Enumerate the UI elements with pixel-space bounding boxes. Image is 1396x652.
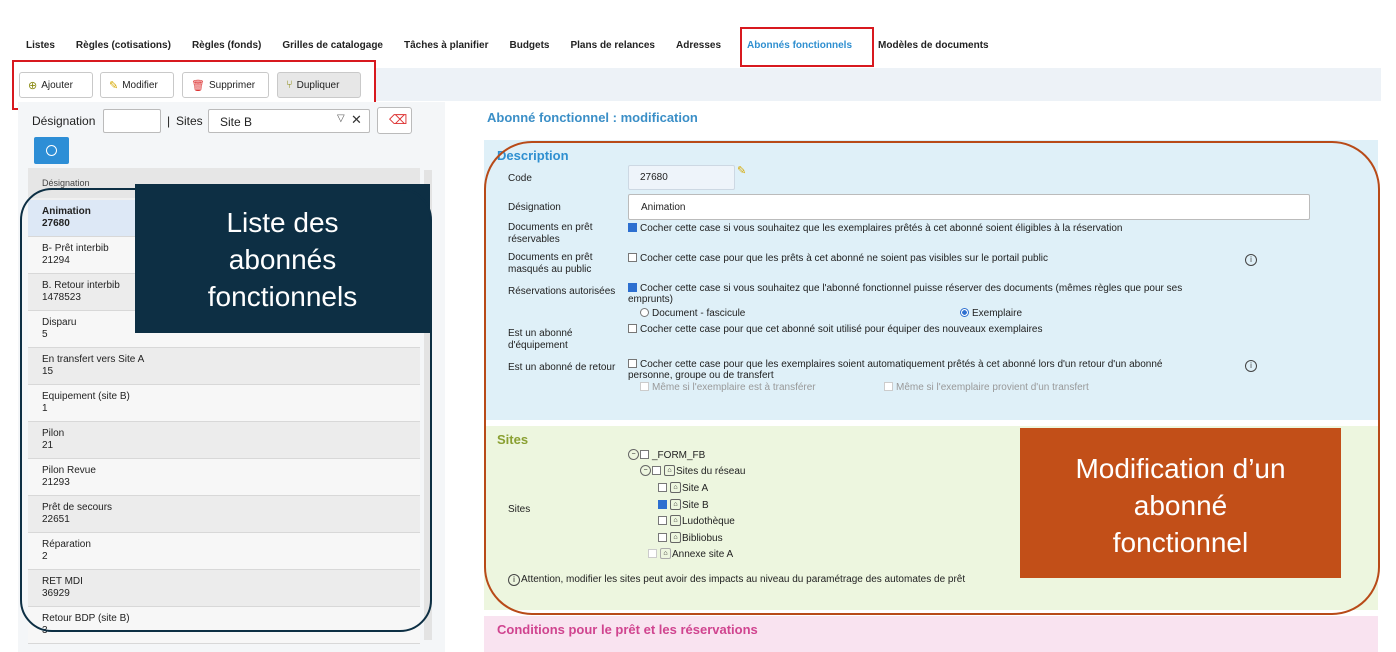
label-line: réservables: [508, 234, 560, 245]
list-item-name: Prêt de secours: [42, 502, 113, 513]
add-button-label: Ajouter: [41, 79, 73, 91]
filter-sites-select[interactable]: [208, 109, 370, 133]
annotation-line: Liste des: [226, 207, 339, 238]
filter-designation-input[interactable]: [103, 109, 161, 133]
list-item-name: Pilon Revue: [42, 465, 96, 476]
list-item-code: 22651: [42, 514, 70, 525]
eraser-button[interactable]: [377, 107, 412, 134]
sites-title: Sites: [497, 432, 529, 447]
list-item-name: En transfert vers Site A: [42, 354, 145, 365]
list-header-designation[interactable]: Désignation: [28, 168, 420, 198]
code-value: 27680: [640, 172, 668, 183]
list-item-code: 2: [42, 551, 48, 562]
tab-plans-relances[interactable]: Plans de relances: [570, 40, 655, 51]
annotation-line: fonctionnel: [1112, 527, 1249, 558]
list-item-name: Disparu: [42, 317, 77, 328]
sub-provient-text: Même si l'exemplaire provient d'un transfert: [896, 382, 1089, 393]
retour-text: Cocher cette case pour que les exemplaires soient automatiquement prêtés à cet abonné lors d'un retour d'un abonné: [640, 359, 1163, 370]
search-icon: [46, 145, 57, 156]
building-icon: ⌂: [670, 482, 681, 493]
annotation-line: abonné: [1133, 490, 1228, 521]
highlight-active-tab: [740, 27, 874, 67]
info-icon[interactable]: i: [1245, 360, 1257, 372]
retour-label: Est un abonné de retour: [508, 362, 616, 373]
sub-transfer-text: Même si l'exemplaire est à transférer: [652, 382, 816, 393]
toolbar-background: [376, 68, 1381, 101]
label-line: Est un abonné: [508, 328, 573, 339]
edit-code-icon[interactable]: ✎: [737, 165, 747, 177]
tree-label: Site B: [682, 500, 709, 512]
reservations-text-line: emprunts): [628, 294, 674, 305]
building-icon: ⌂: [670, 499, 681, 510]
add-circle-icon: ⊕: [28, 79, 38, 92]
list-item-code: 1: [42, 403, 48, 414]
trash-icon: 🗑: [191, 79, 205, 92]
tree-label: _FORM_FB: [652, 450, 706, 462]
tab-modeles-documents[interactable]: Modèles de documents: [878, 40, 989, 51]
docs-reservables-text: Cocher cette case si vous souhaitez que les exemplaires prêtés à cet abonné soient éligibles à la réservation: [640, 223, 1123, 234]
list-item-code: 3: [42, 625, 48, 636]
delete-button-label: Supprimer: [208, 79, 256, 91]
retour-text-line: personne, groupe ou de transfert: [628, 370, 774, 381]
sites-label: Sites: [508, 504, 531, 515]
designation-label: Désignation: [508, 202, 561, 213]
annotation-line: Modification d’un: [1075, 453, 1286, 484]
form-title: Abonné fonctionnel : modification: [487, 110, 698, 125]
collapse-icon[interactable]: −: [628, 449, 639, 460]
list-item-name: Pilon: [42, 428, 65, 439]
building-icon: ⌂: [664, 465, 675, 476]
annotation-left-outline: [20, 188, 432, 632]
list-item-code: 21: [42, 440, 54, 451]
building-icon: ⌂: [670, 515, 681, 526]
filter-sites-separator: |: [167, 114, 171, 128]
radio-document-label: Document - fascicule: [652, 308, 746, 319]
label-line: Documents en prêt: [508, 252, 593, 263]
filter-sites-value: Site B: [220, 115, 253, 129]
label-line: masqués au public: [508, 264, 592, 275]
tree-label: Sites du réseau: [676, 466, 746, 478]
list-item-code: 15: [42, 366, 54, 377]
designation-value: Animation: [641, 202, 686, 213]
radio-exemplaire-label: Exemplaire: [972, 308, 1023, 319]
tab-adresses[interactable]: Adresses: [675, 40, 722, 51]
code-label: Code: [508, 173, 532, 184]
conditions-title: Conditions pour le prêt et les réservations: [497, 622, 758, 637]
tree-label: Annexe site A: [672, 549, 734, 561]
list-item-code: 36929: [42, 588, 70, 599]
list-item-name: RET MDI: [42, 576, 83, 587]
tree-label: Site A: [682, 483, 709, 495]
tab-abonnes-fonctionnels[interactable]: Abonnés fonctionnels: [747, 40, 853, 51]
tree-label: Ludothèque: [682, 516, 735, 528]
list-item-name: Réparation: [42, 539, 91, 550]
list-item-code: 27680: [42, 218, 70, 229]
pencil-icon: ✎: [109, 79, 119, 92]
filter-designation-label: Désignation: [32, 114, 96, 128]
annotation-line: abonnés: [228, 244, 337, 275]
clear-icon[interactable]: ✕: [351, 112, 362, 127]
list-item-name: Equipement (site B): [42, 391, 130, 402]
collapse-icon[interactable]: −: [640, 465, 651, 476]
list-item-code: 1478523: [42, 292, 81, 303]
list-item-name: Retour BDP (site B): [42, 613, 130, 624]
tab-regles-fonds[interactable]: Règles (fonds): [191, 40, 262, 51]
description-title: Description: [497, 148, 569, 163]
list-item-code: 5: [42, 329, 48, 340]
reservations-label: Réservations autorisées: [508, 286, 616, 297]
eraser-icon: ⌫: [389, 112, 408, 127]
tab-regles-cotisations[interactable]: Règles (cotisations): [75, 40, 171, 51]
label-line: d'équipement: [508, 340, 568, 351]
tab-taches-planifier[interactable]: Tâches à planifier: [404, 40, 489, 51]
tab-budgets[interactable]: Budgets: [509, 40, 550, 51]
tab-listes[interactable]: Listes: [26, 40, 55, 51]
branch-icon: ⑂: [286, 79, 293, 91]
filter-icon[interactable]: ▽: [337, 113, 345, 124]
equipement-text: Cocher cette case pour que cet abonné soit utilisé pour équiper des nouveaux exemplaires: [640, 324, 1043, 335]
duplicate-button-label: Dupliquer: [296, 79, 340, 91]
reservations-text: Cocher cette case si vous souhaitez que l'abonné fonctionnel puisse réserver des documents (mêmes règles que pour ses: [640, 283, 1183, 294]
annotation-right-outline: [484, 141, 1380, 615]
list-item-code: 21294: [42, 255, 70, 266]
warning-text: Attention, modifier les sites peut avoir des impacts au niveau du paramétrage des automates de prêt: [521, 574, 966, 585]
list-item-name: B- Prêt interbib: [42, 243, 109, 254]
info-icon: i: [508, 574, 520, 586]
docs-masques-text: Cocher cette case pour que les prêts à cet abonné ne soient pas visibles sur le portail public: [640, 253, 1049, 264]
tab-grilles-catalogage[interactable]: Grilles de catalogage: [282, 40, 383, 51]
building-icon: ⌂: [670, 532, 681, 543]
list-item-name: B. Retour interbib: [42, 280, 120, 291]
list-item-name: Animation: [42, 206, 91, 217]
info-icon[interactable]: i: [1245, 254, 1257, 266]
tree-label: Bibliobus: [682, 533, 723, 545]
edit-button-label: Modifier: [122, 79, 158, 91]
filter-sites-label: Sites: [176, 114, 203, 128]
label-line: Documents en prêt: [508, 222, 593, 233]
building-icon: ⌂: [660, 548, 671, 559]
list-item-code: 21293: [42, 477, 70, 488]
annotation-line: fonctionnels: [207, 281, 358, 312]
search-button[interactable]: [34, 137, 69, 164]
